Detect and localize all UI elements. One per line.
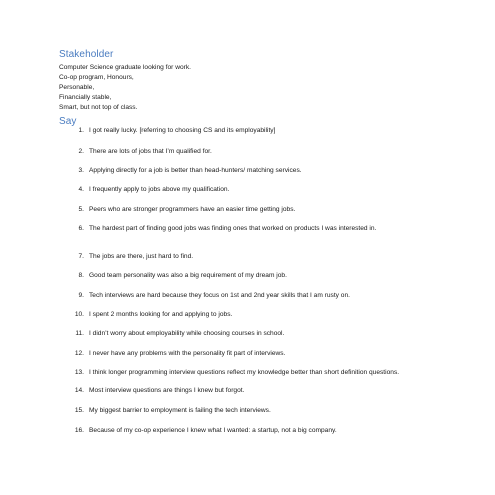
say-item-number: 7.: [78, 253, 84, 260]
say-heading: Say: [59, 116, 77, 127]
say-item-text: I frequently apply to jobs above my qualification.: [89, 186, 230, 193]
say-item-number: 13.: [74, 369, 84, 376]
say-item-number: 14.: [74, 387, 84, 394]
stakeholder-profile: [59, 63, 191, 113]
say-item-text: The jobs are there, just hard to find.: [89, 253, 194, 260]
profile-line: Co-op program, Honours,: [59, 74, 134, 81]
say-item-text: Most interview questions are things I knew but forgot.: [89, 387, 245, 394]
say-item-number: 5.: [78, 206, 84, 213]
say-item-text: I got really lucky. [referring to choosing CS and its employability]: [89, 127, 276, 134]
say-item-text: Applying directly for a job is better than head-hunters/ matching services.: [89, 167, 302, 174]
say-item-number: 3.: [78, 167, 84, 174]
say-item-text: I think longer programming interview questions reflect my knowledge better than short definition questions.: [89, 369, 400, 376]
say-item-text: I spent 2 months looking for and applying to jobs.: [89, 311, 233, 318]
say-item-number: 15.: [74, 407, 84, 414]
say-item-number: 11.: [75, 330, 84, 337]
profile-line: Smart, but not top of class.: [59, 104, 138, 111]
say-item-number: 12.: [74, 350, 84, 357]
say-item-text: Peers who are stronger programmers have an easier time getting jobs.: [89, 206, 296, 213]
say-item-text: Tech interviews are hard because they focus on 1st and 2nd year skills that I am rusty on.: [89, 292, 350, 299]
say-item-number: 1.: [78, 127, 84, 134]
say-item-text: Good team personality was also a big requirement of my dream job.: [89, 272, 287, 279]
stakeholder-heading: Stakeholder: [59, 49, 114, 60]
say-item-number: 6.: [78, 225, 84, 232]
say-item-text: There are lots of jobs that I’m qualified for.: [89, 148, 212, 155]
say-item-number: 10.: [74, 311, 84, 318]
say-item-text: I didn’t worry about employability while choosing courses in school.: [89, 330, 285, 337]
say-item-number: 4.: [78, 186, 84, 193]
say-item-number: 16.: [74, 427, 84, 434]
profile-line: Personable,: [59, 84, 95, 91]
say-item-number: 9.: [78, 292, 84, 299]
say-item-number: 8.: [78, 272, 84, 279]
say-item-text: Because of my co-op experience I knew what I wanted: a startup, not a big company.: [89, 427, 337, 434]
say-item-text: The hardest part of finding good jobs was finding ones that worked on products I was interested in.: [89, 225, 377, 232]
say-item-text: I never have any problems with the personality fit part of interviews.: [89, 350, 286, 357]
say-item-text: My biggest barrier to employment is failing the tech interviews.: [89, 407, 271, 414]
profile-line: Financially stable,: [59, 94, 112, 101]
profile-line: Computer Science graduate looking for work.: [59, 64, 191, 71]
say-item-number: 2.: [78, 148, 84, 155]
